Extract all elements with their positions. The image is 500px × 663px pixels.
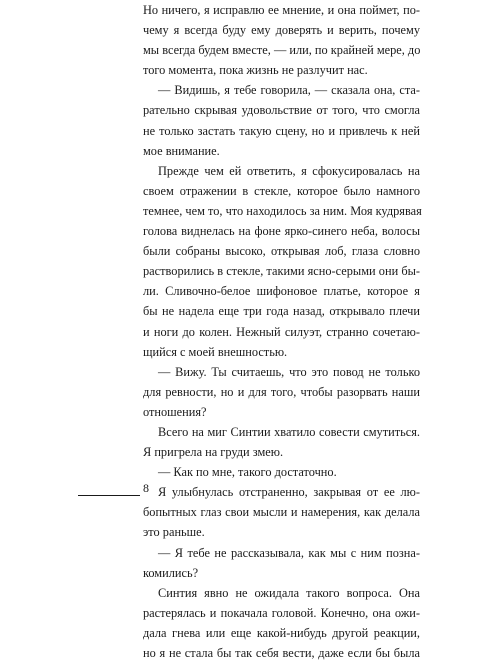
text-line: рательно скрывая удовольствие от того, что смогла xyxy=(143,103,420,118)
text-line: комились? xyxy=(143,565,199,580)
text-line: — Я тебе не рассказывала, как мы с ним позна- xyxy=(158,545,420,560)
text-line: Я улыбнулась отстраненно, закрывая от ее лю- xyxy=(158,485,420,500)
text-line: — Как по мне, такого достаточно. xyxy=(158,465,337,480)
body-text xyxy=(143,0,420,663)
text-line: дала гнева или еще какой-нибудь другой реакции, xyxy=(143,625,420,640)
text-line: своем отражении в стекле, которое было намного xyxy=(143,183,420,198)
text-line: Всего на миг Синтии хватило совести смутиться. xyxy=(158,424,420,439)
text-line: отношения? xyxy=(143,404,207,419)
text-line: были собраны высоко, открывая лоб, глаза словно xyxy=(143,244,420,259)
text-line: и ноги до колен. Нежный силуэт, странно сочетаю- xyxy=(143,324,420,339)
text-line: это раньше. xyxy=(143,525,205,540)
footer-rule xyxy=(78,495,140,496)
text-line: Прежде чем ей ответить, я сфокусировалась на xyxy=(158,163,420,178)
text-line: темнее, чем то, что находилось за ним. Моя кудрявая xyxy=(143,203,422,218)
text-line: — Видишь, я тебе говорила, — сказала она, ста- xyxy=(158,83,420,98)
text-line: для ревности, но и для того, чтобы разорвать наши xyxy=(143,384,420,399)
text-line: бопытных глаз свои мысли и намерения, как делала xyxy=(143,505,420,520)
text-line: Я пригрела на груди змею. xyxy=(143,445,284,460)
text-line: Но ничего, я исправлю ее мнение, и она поймет, по- xyxy=(143,3,420,17)
text-line: того момента, пока жизнь не разлучит нас. xyxy=(143,63,368,78)
text-line: чему я всегда буду ему доверять и верить, почему xyxy=(143,23,420,38)
text-line: бы не надела еще три года назад, открывало плечи xyxy=(143,304,420,319)
text-line: — Вижу. Ты считаешь, что это повод не только xyxy=(158,364,420,379)
text-line: не только застать такую сцену, но и привлечь к ней xyxy=(143,123,420,138)
text-line: растворились в стекле, такими ясно-серыми они бы- xyxy=(143,264,420,279)
text-line: голова виднелась на фоне ярко-синего неба, волосы xyxy=(143,224,420,239)
text-line: Синтия явно не ожидала такого вопроса. Она xyxy=(158,585,420,600)
page-number: 8 xyxy=(143,481,149,495)
text-line: щийся с моей внешностью. xyxy=(143,344,288,359)
text-line: но я не стала бы так себя вести, даже если бы была xyxy=(143,646,420,660)
text-line: мое внимание. xyxy=(143,143,220,158)
text-line: растерялась и покачала головой. Конечно, она ожи- xyxy=(143,605,420,620)
text-line: мы всегда будем вместе, — или, по крайней мере, до xyxy=(143,43,421,58)
text-line: ли. Сливочно-белое шифоновое платье, которое я xyxy=(143,284,420,299)
